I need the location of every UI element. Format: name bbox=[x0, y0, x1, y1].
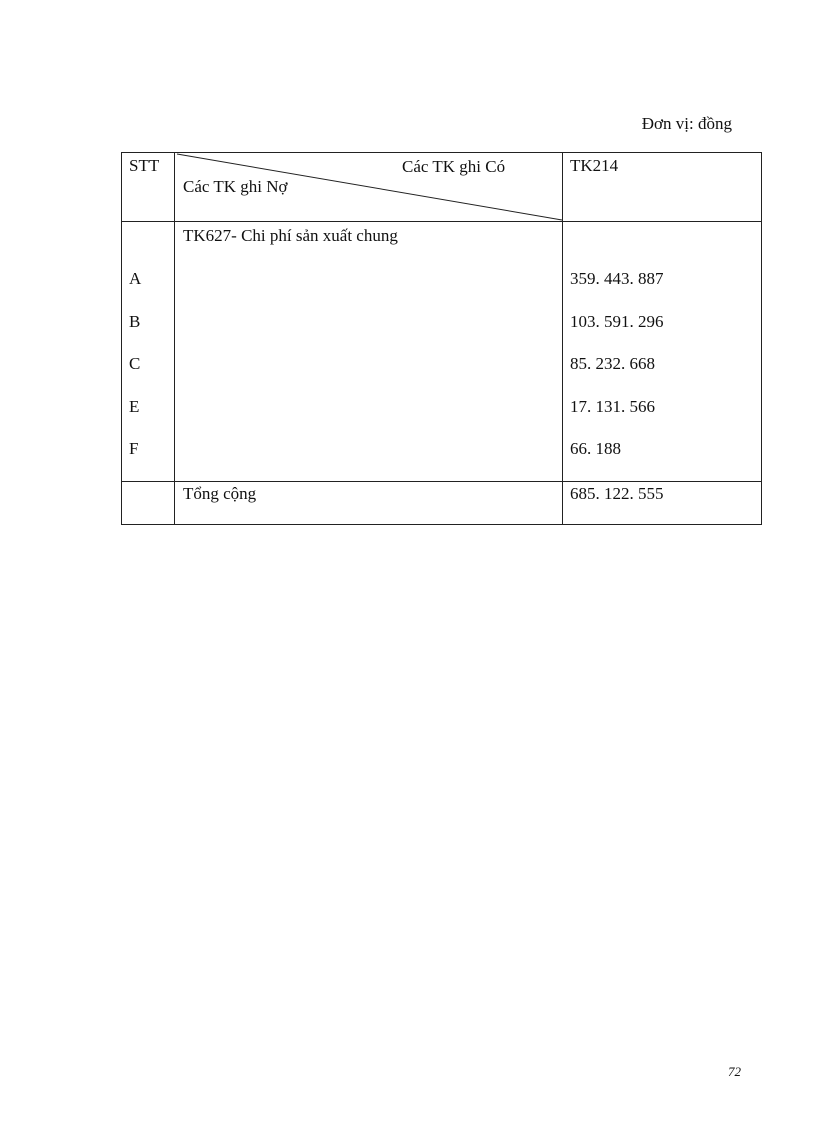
total-row-divider bbox=[122, 481, 761, 482]
header-credit-accounts: Các TK ghi Có bbox=[402, 157, 506, 176]
row-value: 85. 232. 668 bbox=[570, 354, 655, 373]
row-stt: E bbox=[129, 397, 140, 416]
page-number: 72 bbox=[728, 1064, 741, 1079]
row-value: 359. 443. 887 bbox=[570, 269, 664, 288]
unit-label: Đơn vị: đồng bbox=[641, 114, 732, 133]
header-debit-accounts: Các TK ghi Nợ bbox=[183, 177, 288, 196]
row-value: 103. 591. 296 bbox=[570, 312, 664, 331]
row-stt: C bbox=[129, 354, 141, 373]
row-value: 66. 188 bbox=[570, 439, 621, 458]
header-stt: STT bbox=[129, 156, 160, 175]
section-title: TK627- Chi phí sản xuất chung bbox=[183, 226, 398, 245]
row-stt: F bbox=[129, 439, 139, 458]
row-stt: A bbox=[129, 269, 142, 288]
total-label: Tổng cộng bbox=[183, 484, 257, 503]
row-value: 17. 131. 566 bbox=[570, 397, 655, 416]
allocation-table bbox=[121, 152, 762, 525]
row-stt: B bbox=[129, 312, 141, 331]
total-value: 685. 122. 555 bbox=[570, 484, 664, 503]
header-account-tk214: TK214 bbox=[570, 156, 619, 175]
header-row-divider bbox=[122, 221, 761, 222]
